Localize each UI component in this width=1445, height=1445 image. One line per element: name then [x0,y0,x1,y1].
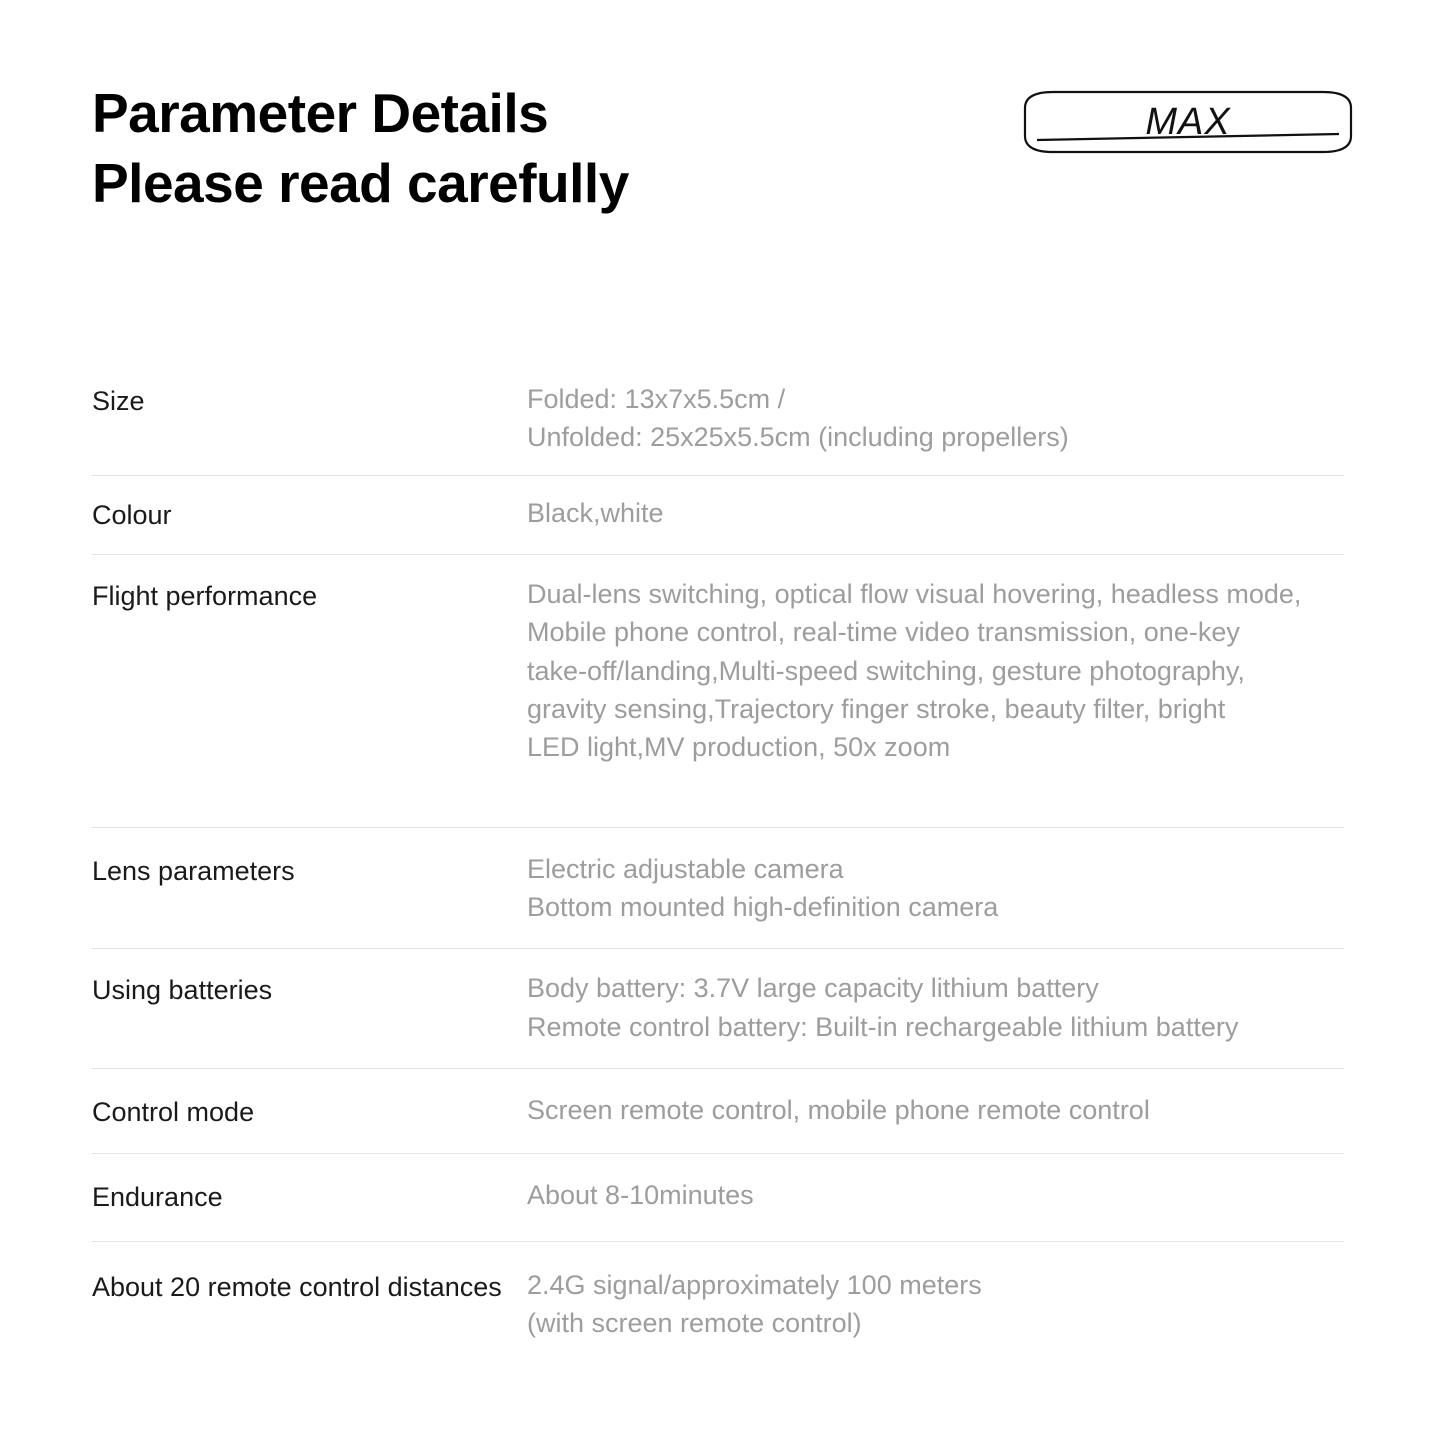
spec-value-line: Screen remote control, mobile phone remote control [527,1094,1150,1125]
spec-label: Endurance [92,1182,223,1213]
page-header [92,78,1353,219]
table-row [92,1069,1344,1154]
spec-value [527,494,1344,532]
spec-value-line: gravity sensing,Trajectory finger stroke, beauty filter, bright [527,693,1226,724]
spec-label: Flight performance [92,580,318,611]
spec-value-line: Mobile phone control, real-time video transmission, one-key [527,617,1240,648]
spec-value-line: Unfolded: 25x25x5.5cm (including propellers) [527,422,1069,453]
table-row [92,368,1344,476]
spec-value-line: Remote control battery: Built-in rechargeable lithium battery [527,1011,1239,1042]
table-row [92,949,1344,1069]
spec-label: Colour [92,499,172,530]
spec-label: Control mode [92,1096,255,1127]
spec-value-line: About 8-10minutes [527,1180,754,1211]
table-row [92,1154,1344,1241]
spec-value-line: Body battery: 3.7V large capacity lithium battery [527,973,1099,1004]
spec-value-line: LED light,MV production, 50x zoom [527,732,951,763]
table-row [92,1242,1344,1367]
spec-value [527,1176,1344,1214]
spec-value [527,575,1344,767]
spec-value-line: Bottom mounted high-definition camera [527,891,999,922]
page-title-line-1: Parameter Details [92,82,549,144]
spec-value-line: Electric adjustable camera [527,853,844,884]
spec-value-line: (with screen remote control) [527,1307,862,1338]
spec-value [527,380,1344,457]
table-row [92,555,1344,828]
spec-label: Size [92,386,145,416]
spec-label: About 20 remote control distances [92,1271,502,1302]
spec-value [527,850,1344,927]
max-badge [1023,88,1353,156]
spec-label: Lens parameters [92,855,295,886]
spec-value-line: Dual-lens switching, optical flow visual hovering, headless mode, [527,578,1302,609]
spec-label: Using batteries [92,975,273,1006]
max-badge-label: MAX [1145,100,1231,143]
spec-value-line: take-off/landing,Multi-speed switching, gesture photography, [527,655,1245,686]
spec-value [527,1091,1344,1129]
spec-value-line: Black,white [527,497,664,528]
spec-value-line: Folded: 13x7x5.5cm / [527,384,786,414]
spec-table [92,368,1344,1366]
page-title-line-2: Please read carefully [92,152,629,215]
table-row [92,476,1344,555]
spec-value-line: 2.4G signal/approximately 100 meters [527,1269,982,1300]
table-row [92,828,1344,950]
spec-value [527,969,1344,1046]
spec-value [527,1266,1344,1343]
